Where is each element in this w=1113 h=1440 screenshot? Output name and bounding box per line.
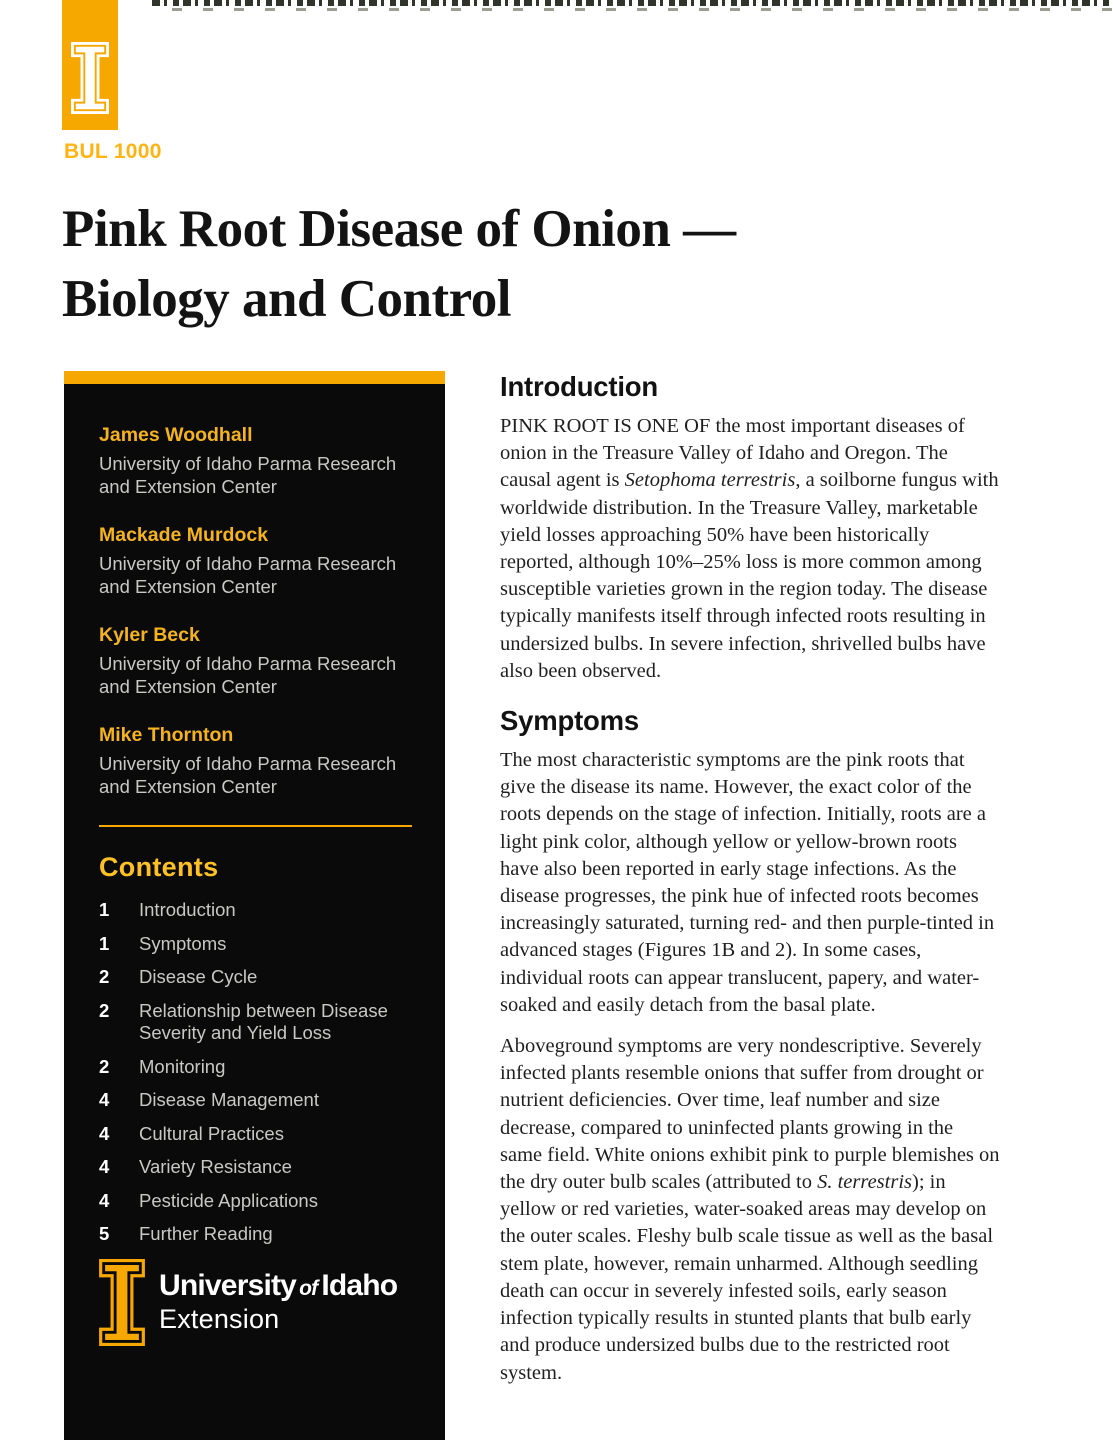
extension-logo-wordmark xyxy=(159,1259,397,1335)
contents-item-label: Further Reading xyxy=(139,1223,273,1244)
wordmark-of: of xyxy=(299,1277,318,1300)
author-list xyxy=(99,424,417,798)
contents-item xyxy=(99,966,417,989)
block-i-icon xyxy=(71,42,109,114)
contents-item xyxy=(99,1000,417,1045)
contents-item-label: Symptoms xyxy=(139,932,227,954)
contents-item xyxy=(99,1089,417,1112)
wordmark-extension: Extension xyxy=(159,1304,280,1334)
contents-item-page: 1 xyxy=(99,932,110,954)
contents-item-label: Introduction xyxy=(139,899,236,920)
author-affiliation: University of Idaho Parma Research xyxy=(99,553,397,574)
contents-item xyxy=(99,1156,417,1179)
bulletin-number: BUL 1000 xyxy=(64,140,162,163)
contents-item-page: 2 xyxy=(99,966,110,987)
contents-item-page: 5 xyxy=(99,1223,110,1244)
contents-item xyxy=(99,1223,417,1246)
contents-item-label: Disease Cycle xyxy=(139,966,258,987)
wordmark-idaho: Idaho xyxy=(321,1269,398,1302)
author-name: Kyler Beck xyxy=(99,624,200,646)
section-heading: Symptoms xyxy=(500,705,639,737)
contents-item-label: Cultural Practices xyxy=(139,1122,284,1144)
author-name: James Woodhall xyxy=(99,424,253,446)
body-paragraph: The most characteristic symptoms are the pink roots that give the disease its name. However, the exact color of the roots depends on the stage of infection. Initially, roots are a light pink color, although yellow or yellow-brown roots have also been reported in early stage infections. As the disease progresses, the pink hue of infected roots becomes increasingly saturated, turning red- and then purple-tinted in advanced stages (Figures 1B and 2). In some cases, individual roots can appear translucent, papery, and water-soaked and easily detach from the basal plate. xyxy=(500,749,995,1016)
section-heading: Introduction xyxy=(500,371,658,402)
contents-item xyxy=(99,1056,417,1079)
page-title-line2: Biology and Control xyxy=(62,270,511,328)
author-affiliation: University of Idaho Parma Research xyxy=(99,753,397,774)
section-symptoms xyxy=(500,705,1000,1387)
author-entry xyxy=(99,424,417,498)
body-paragraph: PINK ROOT IS ONE OF the most important diseases of onion in the Treasure Valley of Idaho and Oregon. The causal agent is Setophoma terrestris, a soilborne fungus with worldwide distribution. In the Treasure Valley, marketable yield losses approaching 50% have been historically reported, although 10%–25% loss is more common among susceptible varieties grown in the region today. The disease typically manifests itself through infected roots resulting in undersized bulbs. In severe infection, shrivelled bulbs have also been observed. xyxy=(500,415,999,682)
author-affiliation: University of Idaho Parma Research xyxy=(99,653,397,674)
author-affiliation: and Extension Center xyxy=(99,675,277,697)
author-entry xyxy=(99,524,417,598)
sidebar xyxy=(64,371,445,1440)
contents-item-page: 2 xyxy=(99,999,110,1021)
contents-item-label: Monitoring xyxy=(139,1055,226,1077)
author-affiliation: and Extension Center xyxy=(99,475,277,497)
author-entry xyxy=(99,724,417,798)
sidebar-body xyxy=(64,384,445,1440)
contents-item-page: 4 xyxy=(99,1189,110,1211)
contents-item-page: 4 xyxy=(99,1156,110,1177)
contents-item-page: 4 xyxy=(99,1089,110,1110)
main-content xyxy=(500,371,1000,1401)
author-affiliation: University of Idaho Parma Research xyxy=(99,453,397,474)
body-paragraph: Aboveground symptoms are very nondescriptive. Severely infected plants resemble onions that suffer from drought or nutrient deficiencies. Over time, leaf number and size decrease, compared to uninfected plants growing in the same field. White onions exhibit pink to purple blemishes on the dry outer bulb scales (attributed to S. terrestris); in yellow or red varieties, water-soaked areas may develop on the outer scales. Fleshy bulb scale tissue as well as the basal stem plate, however, remain unharmed. Although seedling death can occur in severely infested soils, early season infection typically results in stunted plants that bulb early and produce undersized bulbs due to the restricted root system. xyxy=(500,1035,1000,1384)
page-title-line1: Pink Root Disease of Onion — xyxy=(62,200,736,258)
author-name: Mike Thornton xyxy=(99,724,234,746)
sidebar-divider xyxy=(99,825,412,827)
author-affiliation: and Extension Center xyxy=(99,775,277,797)
contents-item-page: 2 xyxy=(99,1055,110,1077)
contents-item-page: 1 xyxy=(99,899,110,920)
contents-item xyxy=(99,1123,417,1146)
author-name: Mackade Murdock xyxy=(99,524,269,546)
page-top-clipped-text-pattern xyxy=(152,0,1113,11)
university-logo-block xyxy=(62,0,118,130)
contents-heading: Contents xyxy=(99,852,219,882)
contents-item xyxy=(99,933,417,956)
contents-item-page: 4 xyxy=(99,1122,110,1144)
wordmark-university-of-idaho xyxy=(159,1269,397,1303)
contents-item-label: Pesticide Applications xyxy=(139,1189,318,1211)
contents-item-label: Disease Management xyxy=(139,1089,319,1110)
wordmark-university: University xyxy=(159,1269,297,1302)
contents-item xyxy=(99,1190,417,1213)
contents-list xyxy=(99,899,417,1246)
author-affiliation: and Extension Center xyxy=(99,575,277,597)
author-entry xyxy=(99,624,417,698)
extension-logo xyxy=(99,1259,397,1346)
contents-item xyxy=(99,899,417,922)
extension-logo-i-icon xyxy=(99,1259,145,1346)
section-introduction xyxy=(500,371,1000,685)
sidebar-gold-bar xyxy=(64,371,445,384)
contents-item-label: Variety Resistance xyxy=(139,1156,292,1177)
contents-item-label: Relationship between Disease Severity and Yield Loss xyxy=(139,999,388,1043)
page-title xyxy=(62,194,982,334)
